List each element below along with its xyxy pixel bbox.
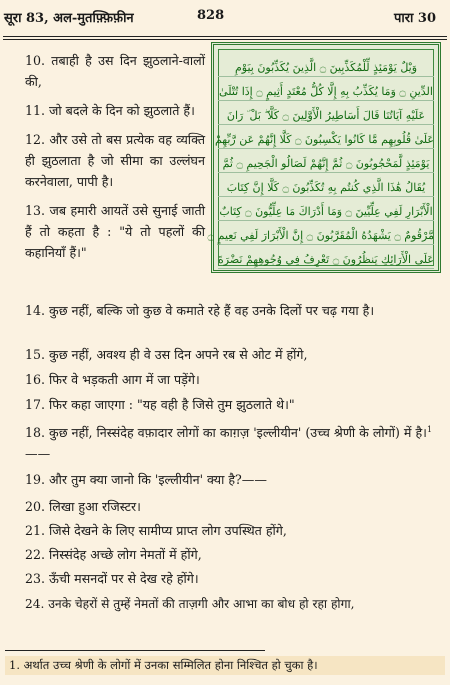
verse-16: 16. फिर वे भड़कती आग में जा पड़ेंगे।: [25, 372, 200, 387]
arabic-line: الْأَبْرَارِ لَفِي عِلِّيِّينَ ۝ وَمَا أَدْرَاكَ مَا عِلِّيُّونَ ۝ كِتَابٌ: [218, 203, 434, 221]
verse-24: 24. उनके चेहरों से तुम्हें नेमतों की ताज़गी और आभा का बोध हो रहा होगा,: [25, 597, 355, 611]
verse-14: 14. कुछ नहीं, बल्कि जो कुछ वे कमाते रहे हैं वह उनके दिलों पर चढ़ गया है।: [25, 303, 375, 318]
page-header: [0, 0, 450, 40]
verse-12: 12. और उसे तो बस प्रत्येक वह व्यक्ति ही झुठलाता है जो सीमा का उल्लंघन करनेवाला, पापी है।: [25, 132, 205, 189]
footnote-rule: [5, 650, 265, 651]
verse-19: 19. और तुम क्या जानो कि 'इल्लीयीन' क्या है?——: [25, 472, 267, 487]
verse-13: 13. जब हमारी आयतें उसे सुनाई जाती हैं तो कहता है : "ये तो पहलों की कहानियाँ हैं।": [25, 203, 205, 260]
arabic-line: عَلَىٰ قُلُوبِهِم مَّا كَانُوا يَكْسِبُونَ ۝ كَلَّا إِنَّهُمْ عَن رَّبِّهِمْ: [218, 131, 434, 149]
arabic-line: يَوْمَئِذٍ لَّمَحْجُوبُونَ ۝ ثُمَّ إِنَّهُمْ لَصَالُو الْجَحِيمِ ۝ ثُمَّ: [218, 155, 434, 173]
arabic-line: وَيْلٌ يَوْمَئِذٍ لِّلْمُكَذِّبِينَ ۝ الَّذِينَ يُكَذِّبُونَ بِيَوْمِ: [218, 59, 434, 77]
arabic-line: عَلَيْهِ آيَاتُنَا قَالَ أَسَاطِيرُ الْأَوَّلِينَ ۝ كَلَّا ۖ بَلْ ۜ رَانَ: [218, 107, 434, 125]
page-number: 828: [197, 8, 225, 23]
left-column: [25, 40, 205, 271]
verse-10: 10. तबाही है उस दिन झुठलाने-वालों की,: [25, 53, 205, 89]
header-rule: [3, 36, 447, 37]
arabic-line: عَلَى الْأَرَائِكِ يَنظُرُونَ ۝ تَعْرِفُ فِي وُجُوهِهِمْ نَضْرَةَ: [218, 251, 434, 269]
surah-title: सूरा 83, अल-मुतफ़्फ़िफ़ीन: [4, 11, 134, 26]
footnote-marker: 1: [426, 425, 433, 434]
verse-23: 23. ऊँची मसनदों पर से देख रहे होंगे।: [25, 571, 199, 586]
verse-18: [25, 419, 443, 464]
verse-15: 15. कुछ नहीं, अवश्य ही वे उस दिन अपने रब से ओट में होंगे,: [25, 347, 308, 362]
verse-18-text: 18. कुछ नहीं, निस्संदेह वफ़ादार लोगों का काग़ज़ 'इल्लीयीन' (उच्च श्रेणी के लोगों) में है।: [25, 425, 427, 441]
verse-21: 21. जिसे देखने के लिए सामीप्य प्राप्त लोग उपस्थित होंगे,: [25, 523, 287, 538]
verse-11: 11. जो बदले के दिन को झुठलाते हैं।: [25, 103, 195, 118]
verse-22: 22. निस्संदेह अच्छे लोग नेमतों में होंगे,: [25, 547, 202, 562]
arabic-text-panel: [207, 42, 441, 273]
verse-17: 17. फिर कहा जाएगा : "यह वही है जिसे तुम झुठलाते थे।": [25, 397, 295, 412]
arabic-line: مَّرْقُومٌ ۝ يَشْهَدُهُ الْمُقَرَّبُونَ ۝ إِنَّ الْأَبْرَارَ لَفِي نَعِيمٍ ۝: [218, 227, 434, 245]
arabic-line: الدِّينِ ۝ وَمَا يُكَذِّبُ بِهِ إِلَّا كُلُّ مُعْتَدٍ أَثِيمٍ ۝ إِذَا تُتْلَىٰ: [218, 83, 434, 101]
arabic-line: يُقَالُ هَٰذَا الَّذِي كُنتُم بِهِ تُكَذِّبُونَ ۝ كَلَّا إِنَّ كِتَابَ: [218, 179, 434, 197]
para-label: पारा 30: [393, 11, 436, 26]
footnote: 1. अर्थात उच्च श्रेणी के लोगों में उनका सम्मिलित होना निश्चित हो चुका है।: [5, 656, 445, 675]
verse-20: 20. लिखा हुआ रजिस्टर।: [25, 499, 141, 514]
verse-18-dash: ——: [25, 446, 51, 462]
